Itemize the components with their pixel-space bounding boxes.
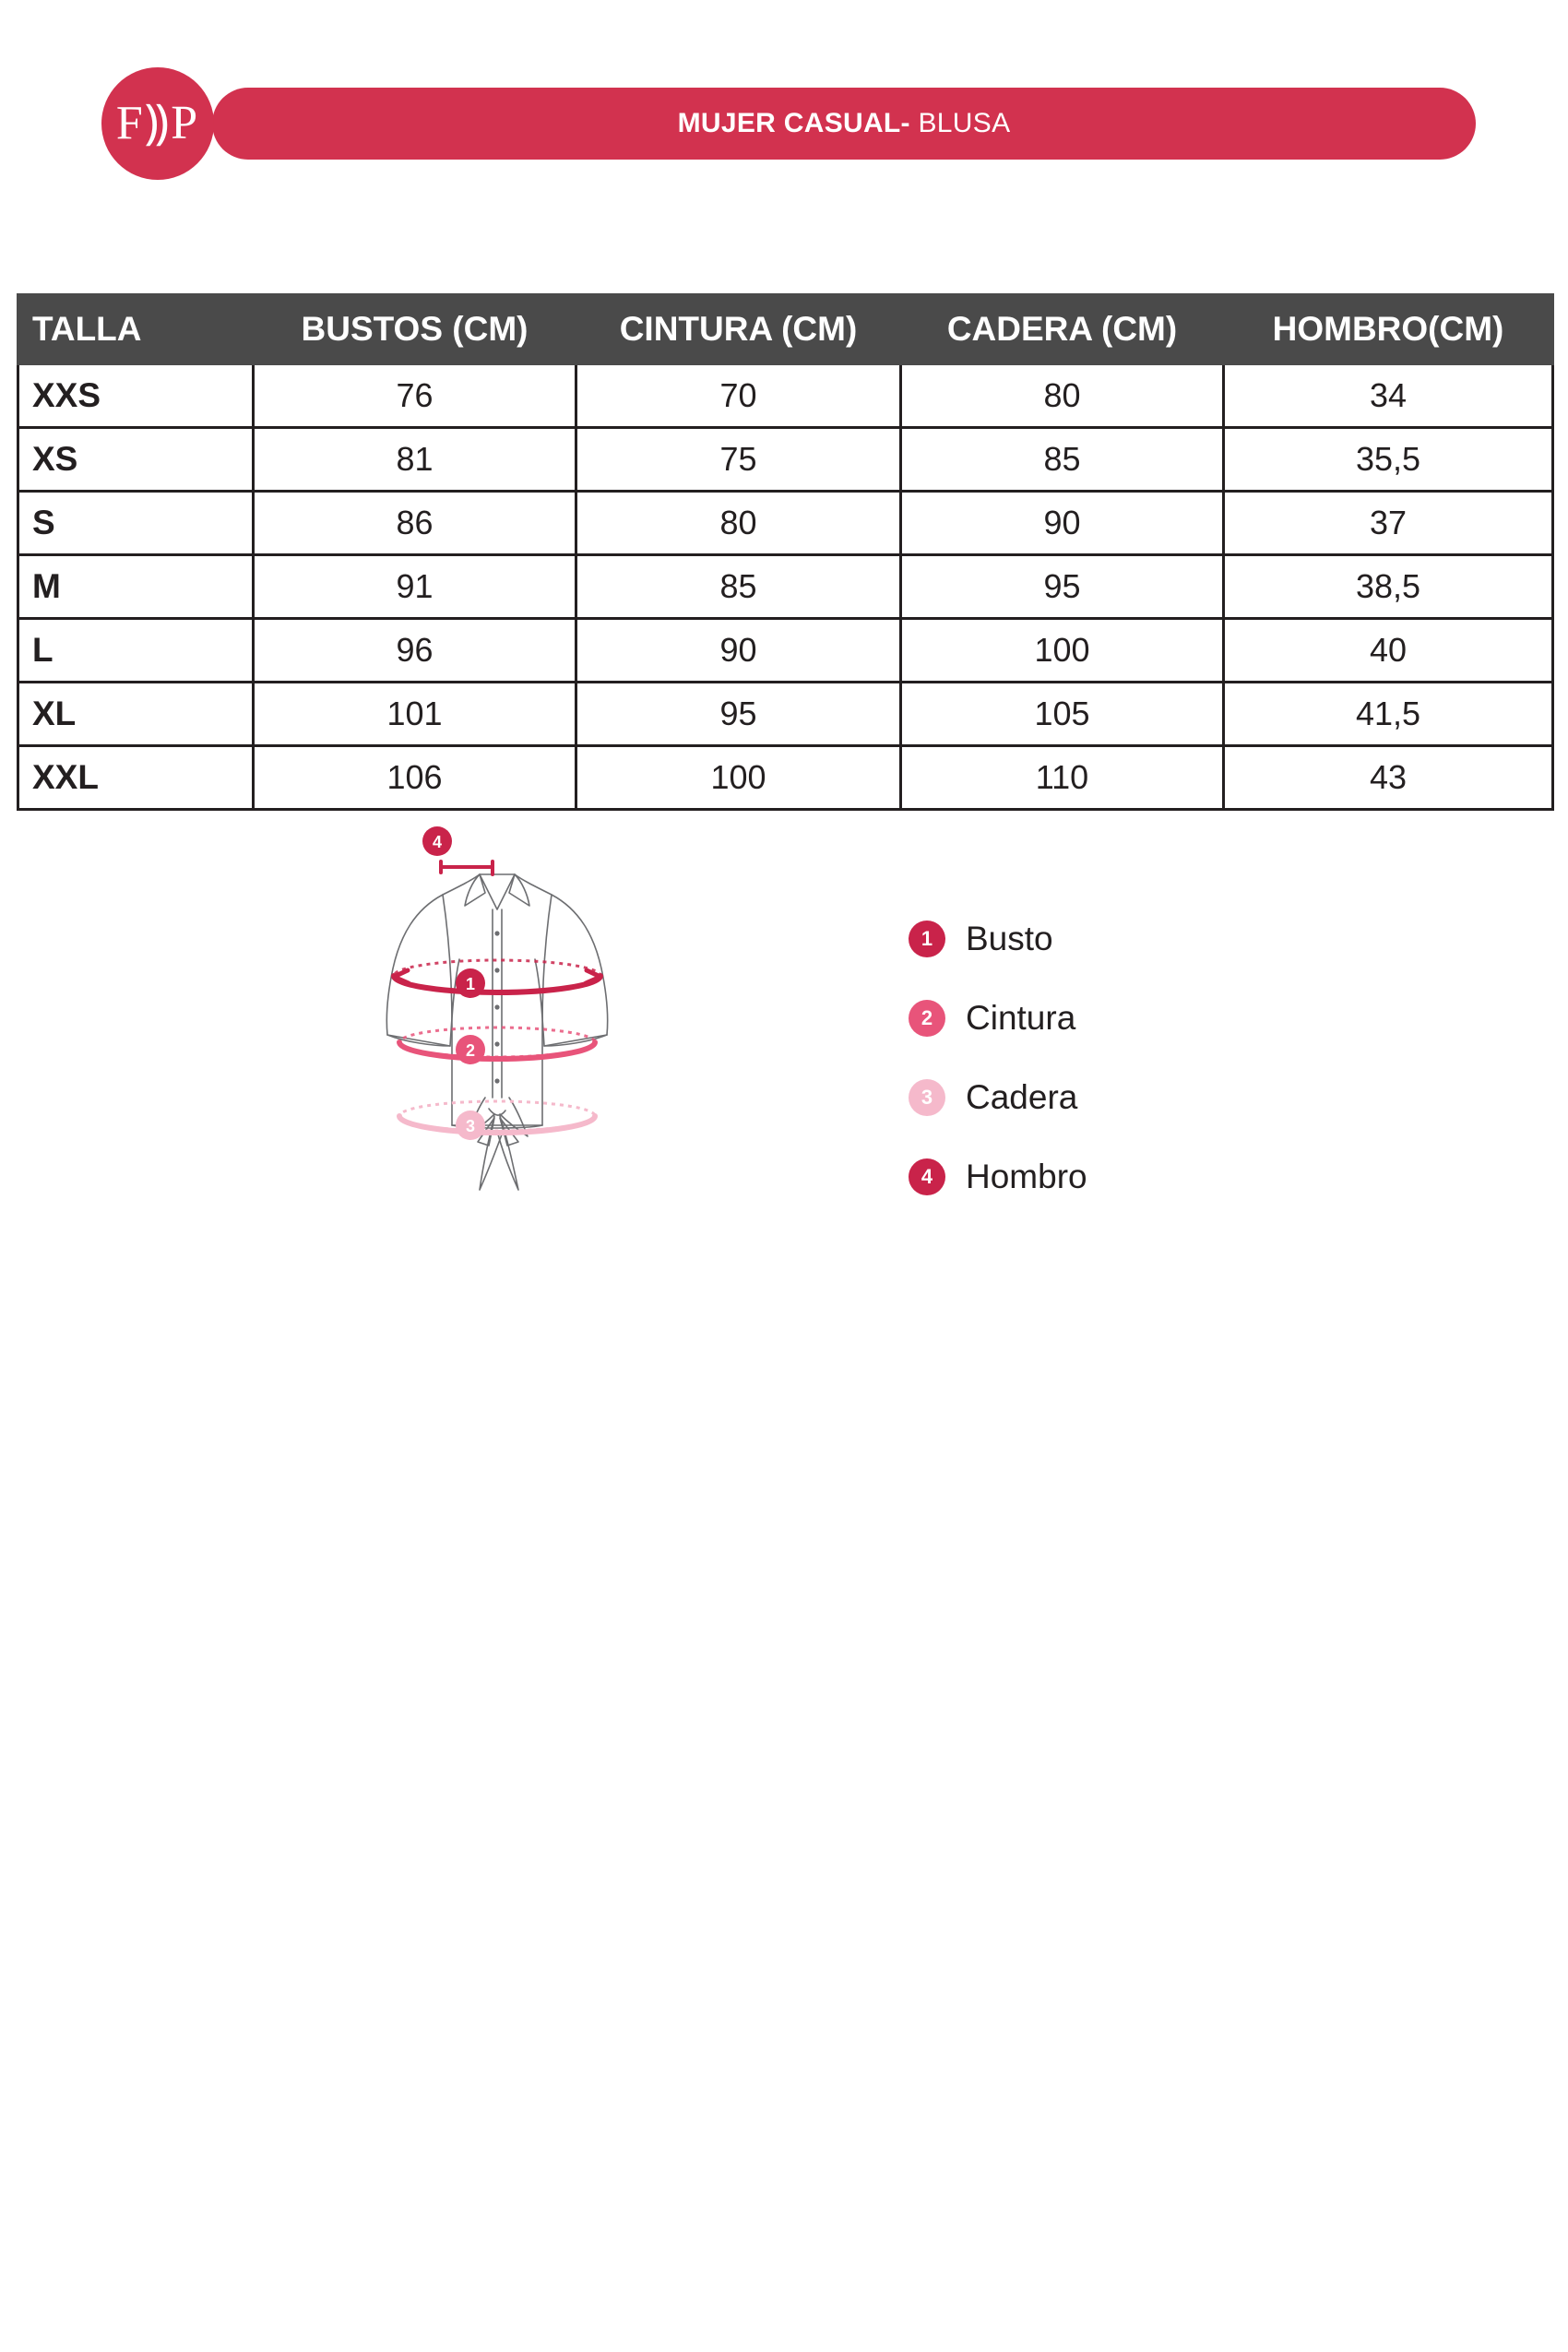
table-row <box>18 428 1553 492</box>
cell-cadera: 90 <box>901 492 1224 555</box>
size-chart-table-container <box>17 293 1551 811</box>
table-row <box>18 492 1553 555</box>
cell-hombro: 41,5 <box>1224 683 1553 746</box>
table-row <box>18 683 1553 746</box>
cell-cadera: 95 <box>901 555 1224 619</box>
cell-bustos: 76 <box>254 364 576 428</box>
column-header-talla: TALLA <box>18 295 254 364</box>
cell-talla: L <box>18 619 254 683</box>
shoulder-measure-line <box>441 861 493 874</box>
cell-hombro: 43 <box>1224 746 1553 810</box>
legend-badge-2-icon: 2 <box>909 1000 945 1037</box>
page-title-bold: MUJER CASUAL- <box>677 108 910 138</box>
figure-marker-1 <box>456 968 485 998</box>
cell-talla: S <box>18 492 254 555</box>
page-header <box>101 88 1476 189</box>
legend-item-cadera <box>909 1058 1087 1137</box>
svg-text:4: 4 <box>432 833 443 851</box>
cell-talla: XXS <box>18 364 254 428</box>
cell-cadera: 100 <box>901 619 1224 683</box>
cell-bustos: 86 <box>254 492 576 555</box>
cell-hombro: 34 <box>1224 364 1553 428</box>
measurement-figure-area <box>304 821 1282 1301</box>
legend-label-hombro: Hombro <box>966 1158 1087 1195</box>
cell-hombro: 35,5 <box>1224 428 1553 492</box>
legend-badge-1-icon: 1 <box>909 921 945 957</box>
cell-bustos: 96 <box>254 619 576 683</box>
table-row <box>18 746 1553 810</box>
svg-text:3: 3 <box>465 1117 476 1135</box>
legend-item-cintura <box>909 979 1087 1058</box>
column-header-hombro: HOMBRO(CM) <box>1224 295 1553 364</box>
figure-marker-4 <box>422 826 452 856</box>
cell-bustos: 81 <box>254 428 576 492</box>
column-header-cintura: CINTURA (CM) <box>576 295 901 364</box>
figure-marker-2 <box>456 1035 485 1064</box>
svg-text:1: 1 <box>465 975 476 993</box>
legend-badge-3-icon: 3 <box>909 1079 945 1116</box>
cell-talla: XXL <box>18 746 254 810</box>
page-title <box>678 108 1011 139</box>
blouse-illustration <box>304 821 876 1301</box>
cell-cintura: 85 <box>576 555 901 619</box>
cell-hombro: 38,5 <box>1224 555 1553 619</box>
legend-label-cintura: Cintura <box>966 999 1076 1037</box>
legend-label-busto: Busto <box>966 920 1053 957</box>
cell-bustos: 101 <box>254 683 576 746</box>
brand-logo-text: F⸩P <box>115 97 200 149</box>
table-row <box>18 555 1553 619</box>
cell-cadera: 85 <box>901 428 1224 492</box>
brand-logo <box>101 67 214 180</box>
table-row <box>18 364 1553 428</box>
header-title-bar <box>212 88 1476 160</box>
cell-cintura: 90 <box>576 619 901 683</box>
cell-cintura: 70 <box>576 364 901 428</box>
table-body <box>18 364 1553 810</box>
column-header-bustos: BUSTOS (CM) <box>254 295 576 364</box>
cell-cintura: 95 <box>576 683 901 746</box>
cell-hombro: 37 <box>1224 492 1553 555</box>
cell-bustos: 91 <box>254 555 576 619</box>
cell-cadera: 110 <box>901 746 1224 810</box>
cell-talla: XL <box>18 683 254 746</box>
figure-marker-3 <box>456 1111 485 1140</box>
size-chart-table <box>17 293 1554 811</box>
legend-label-cadera: Cadera <box>966 1078 1078 1116</box>
cell-hombro: 40 <box>1224 619 1553 683</box>
cell-cadera: 80 <box>901 364 1224 428</box>
cell-cintura: 100 <box>576 746 901 810</box>
table-row <box>18 619 1553 683</box>
table-header-row <box>18 295 1553 364</box>
measurement-legend <box>909 899 1087 1217</box>
cell-cintura: 75 <box>576 428 901 492</box>
legend-badge-4-icon: 4 <box>909 1158 945 1195</box>
cell-talla: M <box>18 555 254 619</box>
svg-text:2: 2 <box>465 1041 476 1060</box>
table-header <box>18 295 1553 364</box>
cell-talla: XS <box>18 428 254 492</box>
bust-measure-loop <box>394 960 600 992</box>
legend-item-busto <box>909 899 1087 979</box>
cell-cintura: 80 <box>576 492 901 555</box>
page-title-light: BLUSA <box>909 108 1011 138</box>
legend-item-hombro <box>909 1137 1087 1217</box>
column-header-cadera: CADERA (CM) <box>901 295 1224 364</box>
cell-cadera: 105 <box>901 683 1224 746</box>
cell-bustos: 106 <box>254 746 576 810</box>
